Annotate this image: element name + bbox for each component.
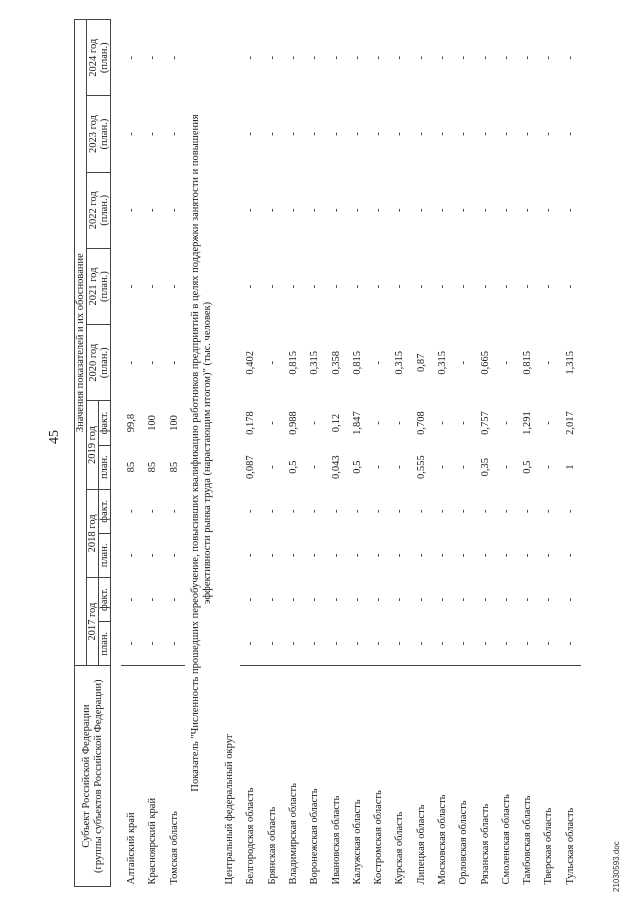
value-cell: - xyxy=(266,553,278,558)
value-cell: - xyxy=(126,55,138,60)
value-cell: - xyxy=(458,553,470,558)
table-body xyxy=(111,20,581,887)
value-cell: 2,017 xyxy=(564,411,576,435)
spacer-row xyxy=(111,20,122,887)
value-cell: - xyxy=(245,55,257,60)
value-cell: - xyxy=(287,55,299,60)
plan-year-header-4: 2024 год (план.) xyxy=(87,20,111,96)
value-cell: - xyxy=(500,553,512,558)
value-cell: - xyxy=(479,208,491,213)
value-cell: - xyxy=(168,553,180,558)
subheader-2-0: план. xyxy=(99,445,111,489)
value-cell: - xyxy=(453,622,474,666)
value-cell: - xyxy=(245,208,257,213)
value-cell: - xyxy=(543,465,555,469)
value-cell: 0,815 xyxy=(522,350,534,375)
value-cell: - xyxy=(287,208,299,213)
value-cell: - xyxy=(543,553,555,558)
table-row xyxy=(347,20,368,887)
value-cell: 0,815 xyxy=(287,350,299,375)
value-cell: - xyxy=(373,284,385,289)
value-cell: - xyxy=(458,55,470,60)
value-cell: - xyxy=(500,55,512,60)
region-name: Тамбовская область xyxy=(522,795,534,885)
table-header xyxy=(75,20,111,887)
value-cell: - xyxy=(432,622,453,666)
region-name: Владимирская область xyxy=(287,783,299,885)
value-cell: - xyxy=(522,132,534,136)
value-cell: - xyxy=(373,509,385,514)
value-cell: - xyxy=(437,132,448,136)
value-cell: - xyxy=(437,553,448,558)
value-cell: - xyxy=(245,284,257,289)
values-header: Значения показателей и их обоснование xyxy=(75,20,87,666)
region-name: Костромская область xyxy=(373,790,385,885)
value-cell: 85 xyxy=(147,461,159,473)
value-cell: - xyxy=(458,509,470,514)
table-row xyxy=(411,20,432,887)
value-cell: - xyxy=(309,553,321,558)
plan-year-header-3: 2023 год (план.) xyxy=(87,96,111,172)
value-cell: - xyxy=(411,622,432,666)
value-cell: 0,757 xyxy=(479,411,491,435)
value-cell: - xyxy=(266,465,278,469)
value-cell: 0,708 xyxy=(415,411,427,435)
value-cell: - xyxy=(142,622,163,666)
value-cell: - xyxy=(437,465,448,469)
value-cell: 0,665 xyxy=(479,350,491,375)
value-cell: - xyxy=(351,284,363,289)
value-cell: 0,315 xyxy=(309,350,321,375)
value-cell: - xyxy=(560,622,581,666)
value-cell: 1,315 xyxy=(564,350,576,375)
year-header-0: 2017 год xyxy=(87,577,99,665)
region-name: Воронежская область xyxy=(309,788,321,885)
value-cell: - xyxy=(266,208,278,213)
value-cell: - xyxy=(266,55,278,60)
value-cell: - xyxy=(437,421,448,425)
value-cell: - xyxy=(330,509,342,514)
value-cell: - xyxy=(168,132,180,136)
value-cell: 85 xyxy=(168,461,180,473)
value-cell: - xyxy=(261,622,282,666)
subheader-2-1: факт. xyxy=(99,401,111,445)
value-cell: - xyxy=(240,622,261,666)
value-cell: - xyxy=(245,509,257,514)
region-name: Брянская область xyxy=(266,806,278,885)
footer-document-code: 21030593.doc xyxy=(612,841,621,892)
value-cell: - xyxy=(496,622,517,666)
value-cell: - xyxy=(394,421,406,425)
value-cell: - xyxy=(147,509,159,514)
value-cell: - xyxy=(309,284,321,289)
value-cell: - xyxy=(147,361,159,365)
value-cell: - xyxy=(373,597,385,602)
region-name: Красноярский край xyxy=(147,797,159,885)
value-cell: - xyxy=(500,509,512,514)
value-cell: - xyxy=(126,132,138,136)
value-cell: - xyxy=(373,553,385,558)
value-cell: - xyxy=(415,509,427,514)
value-cell: - xyxy=(373,361,385,365)
region-name: Тульская область xyxy=(564,807,576,885)
value-cell: 0,87 xyxy=(415,353,427,372)
value-cell: - xyxy=(373,465,385,469)
value-cell: - xyxy=(287,597,299,602)
plan-year-header-2: 2022 год (план.) xyxy=(87,172,111,248)
value-cell: - xyxy=(287,509,299,514)
value-cell: - xyxy=(168,597,180,602)
value-cell: - xyxy=(522,597,534,602)
value-cell: - xyxy=(415,553,427,558)
value-cell: - xyxy=(373,132,385,136)
region-name: Алтайский край xyxy=(126,812,138,885)
value-cell: - xyxy=(126,553,138,558)
value-cell: 0,5 xyxy=(287,460,299,474)
value-cell: - xyxy=(266,421,278,425)
value-cell: - xyxy=(351,132,363,136)
value-cell: - xyxy=(458,465,470,469)
value-cell: - xyxy=(543,509,555,514)
table-row xyxy=(474,20,495,887)
value-cell: - xyxy=(437,208,448,213)
plan-year-header-0: 2020 год (план.) xyxy=(87,325,111,401)
value-cell: - xyxy=(394,55,406,60)
value-cell: 0,12 xyxy=(330,413,342,433)
value-cell: - xyxy=(479,284,491,289)
value-cell: - xyxy=(266,361,278,365)
region-name: Орловская область xyxy=(458,800,470,885)
value-cell: - xyxy=(458,284,470,289)
value-cell: - xyxy=(330,597,342,602)
value-cell: - xyxy=(394,509,406,514)
value-cell: 85 xyxy=(126,461,138,473)
value-cell: - xyxy=(564,509,576,514)
region-name: Белгородская область xyxy=(245,787,257,885)
value-cell: 0,178 xyxy=(245,411,257,435)
value-cell: - xyxy=(564,55,576,60)
table-row xyxy=(389,20,410,887)
value-cell: - xyxy=(121,622,142,666)
value-cell: - xyxy=(373,421,385,425)
value-cell: - xyxy=(522,553,534,558)
subheader-1-0: план. xyxy=(99,533,111,577)
value-cell: - xyxy=(564,597,576,602)
value-cell: - xyxy=(500,597,512,602)
value-cell: - xyxy=(309,132,321,136)
value-cell: 100 xyxy=(168,415,180,431)
value-cell: - xyxy=(287,553,299,558)
value-cell: - xyxy=(389,622,410,666)
value-cell: - xyxy=(147,553,159,558)
value-cell: - xyxy=(522,208,534,213)
year-header-1: 2018 год xyxy=(87,489,99,577)
value-cell: - xyxy=(394,465,406,469)
value-cell: - xyxy=(500,132,512,136)
value-cell: - xyxy=(564,553,576,558)
value-cell: - xyxy=(522,55,534,60)
value-cell: - xyxy=(309,597,321,602)
table-row xyxy=(560,20,581,887)
value-cell: - xyxy=(351,509,363,514)
value-cell: - xyxy=(330,132,342,136)
table-row xyxy=(164,20,185,887)
value-cell: - xyxy=(351,597,363,602)
value-cell: - xyxy=(500,465,512,469)
value-cell: 0,555 xyxy=(415,455,427,479)
table-row xyxy=(121,20,142,887)
table-row xyxy=(261,20,282,887)
subheader-0-1: факт. xyxy=(99,577,111,621)
table-row xyxy=(368,20,389,887)
value-cell: - xyxy=(500,361,512,365)
value-cell: - xyxy=(458,132,470,136)
value-cell: - xyxy=(266,597,278,602)
subject-column-header: Субъект Российской Федерации (группы субъектов Российской Федерации) xyxy=(75,666,111,887)
value-cell: - xyxy=(126,208,138,213)
value-cell: - xyxy=(351,208,363,213)
value-cell: - xyxy=(543,132,555,136)
value-cell: - xyxy=(287,132,299,136)
value-cell: 0,087 xyxy=(245,455,257,479)
value-cell: 0,5 xyxy=(351,460,363,474)
value-cell: - xyxy=(415,208,427,213)
value-cell: - xyxy=(330,284,342,289)
value-cell: - xyxy=(415,597,427,602)
region-name: Московская область xyxy=(437,794,448,885)
value-cell: - xyxy=(309,55,321,60)
value-cell: - xyxy=(147,208,159,213)
value-cell: - xyxy=(543,55,555,60)
value-cell: - xyxy=(368,622,389,666)
value-cell: - xyxy=(522,284,534,289)
value-cell: - xyxy=(415,55,427,60)
value-cell: - xyxy=(437,55,448,60)
value-cell: - xyxy=(479,509,491,514)
spacer-cell xyxy=(111,20,122,887)
section-title: Показатель "Численность прошедших переобучение, повысивших квалификацию работников предприятий в целях поддержки занятости и повышения эффективности рынка труда (нарастающим итогом)" (тыс. человек) xyxy=(189,114,213,792)
value-cell: - xyxy=(266,509,278,514)
value-cell: - xyxy=(394,597,406,602)
table-row xyxy=(283,20,304,887)
value-cell: - xyxy=(479,55,491,60)
value-cell: - xyxy=(126,361,138,365)
region-name: Тверская область xyxy=(543,807,555,885)
value-cell: - xyxy=(287,284,299,289)
table-row xyxy=(304,20,325,887)
region-name: Липецкая область xyxy=(415,804,427,885)
value-cell: - xyxy=(266,132,278,136)
value-cell: - xyxy=(538,622,559,666)
value-cell: - xyxy=(415,284,427,289)
value-cell: - xyxy=(147,284,159,289)
value-cell: - xyxy=(543,208,555,213)
value-cell: - xyxy=(500,284,512,289)
table-row xyxy=(240,20,261,887)
value-cell: - xyxy=(394,553,406,558)
indicators-table xyxy=(74,19,581,887)
value-cell: 0,988 xyxy=(287,411,299,435)
value-cell: - xyxy=(522,509,534,514)
table-row xyxy=(453,20,474,887)
value-cell: - xyxy=(479,132,491,136)
value-cell: - xyxy=(168,361,180,365)
year-header-2: 2019 год xyxy=(87,401,99,489)
value-cell: - xyxy=(283,622,304,666)
value-cell: - xyxy=(517,622,538,666)
value-cell: 0,315 xyxy=(437,350,448,375)
page-number: 45 xyxy=(47,430,62,444)
value-cell: 0,043 xyxy=(330,455,342,479)
value-cell: - xyxy=(351,553,363,558)
value-cell: - xyxy=(437,509,448,514)
value-cell: - xyxy=(394,132,406,136)
federal-district-name: Центральный федеральный округ xyxy=(224,733,236,885)
subheader-0-0: план. xyxy=(99,622,111,666)
value-cell: 0,315 xyxy=(394,350,406,375)
value-cell: - xyxy=(309,208,321,213)
value-cell: - xyxy=(168,509,180,514)
section-row xyxy=(185,20,219,887)
value-cell: 1 xyxy=(564,464,576,470)
value-cell: - xyxy=(330,553,342,558)
region-name: Смоленская область xyxy=(500,794,512,885)
value-cell: - xyxy=(458,421,470,425)
value-cell: - xyxy=(543,284,555,289)
table-row xyxy=(325,20,346,887)
value-cell: - xyxy=(168,284,180,289)
value-cell: 99,8 xyxy=(126,413,138,433)
subheader-1-1: факт. xyxy=(99,489,111,533)
value-cell: - xyxy=(147,597,159,602)
value-cell: - xyxy=(373,55,385,60)
value-cell: - xyxy=(147,132,159,136)
value-cell: - xyxy=(479,597,491,602)
value-cell: - xyxy=(394,208,406,213)
value-cell: - xyxy=(126,509,138,514)
value-cell: - xyxy=(437,597,448,602)
value-cell: 0,5 xyxy=(522,460,534,474)
value-cell: 0,35 xyxy=(479,457,491,477)
value-cell: - xyxy=(245,132,257,136)
table-row xyxy=(496,20,517,887)
value-cell: - xyxy=(373,208,385,213)
value-cell: - xyxy=(394,284,406,289)
value-cell: - xyxy=(304,622,325,666)
region-name: Курская область xyxy=(394,811,406,885)
value-cell: - xyxy=(126,284,138,289)
value-cell: - xyxy=(415,132,427,136)
value-cell: - xyxy=(458,597,470,602)
value-cell: 1,847 xyxy=(351,411,363,435)
value-cell: - xyxy=(245,597,257,602)
value-cell: - xyxy=(126,597,138,602)
value-cell: - xyxy=(500,208,512,213)
value-cell: - xyxy=(164,622,185,666)
value-cell: 0,815 xyxy=(351,350,363,375)
value-cell: - xyxy=(309,509,321,514)
table-row xyxy=(538,20,559,887)
value-cell: - xyxy=(564,208,576,213)
value-cell: - xyxy=(347,622,368,666)
value-cell: - xyxy=(458,208,470,213)
value-cell: - xyxy=(266,284,278,289)
group-row xyxy=(219,20,240,887)
region-name: Рязанская область xyxy=(479,803,491,885)
value-cell: - xyxy=(168,55,180,60)
rotated-table-container xyxy=(74,17,634,887)
value-cell: - xyxy=(325,622,346,666)
plan-year-header-1: 2021 год (план.) xyxy=(87,248,111,324)
value-cell: - xyxy=(351,55,363,60)
value-cell: 1,291 xyxy=(522,411,534,435)
value-cell: - xyxy=(330,55,342,60)
value-cell: - xyxy=(564,284,576,289)
value-cell: 0,358 xyxy=(330,350,342,375)
value-cell: - xyxy=(543,361,555,365)
value-cell: - xyxy=(245,553,257,558)
value-cell: - xyxy=(168,208,180,213)
table-row xyxy=(142,20,163,887)
value-cell: - xyxy=(564,132,576,136)
value-cell: - xyxy=(500,421,512,425)
value-cell: 100 xyxy=(147,415,159,431)
value-cell: - xyxy=(309,421,321,425)
value-cell: - xyxy=(330,208,342,213)
table-row xyxy=(517,20,538,887)
value-cell: - xyxy=(543,421,555,425)
value-cell: - xyxy=(474,622,495,666)
region-name: Томская область xyxy=(168,811,180,885)
value-cell: - xyxy=(437,284,448,289)
value-cell: - xyxy=(458,361,470,365)
value-cell: - xyxy=(479,553,491,558)
value-cell: - xyxy=(147,55,159,60)
region-name: Калужская область xyxy=(351,799,363,885)
value-cell: - xyxy=(309,465,321,469)
value-cell: 0,402 xyxy=(245,350,257,375)
value-cell: - xyxy=(543,597,555,602)
table-row xyxy=(432,20,453,887)
region-name: Ивановская область xyxy=(330,795,342,885)
